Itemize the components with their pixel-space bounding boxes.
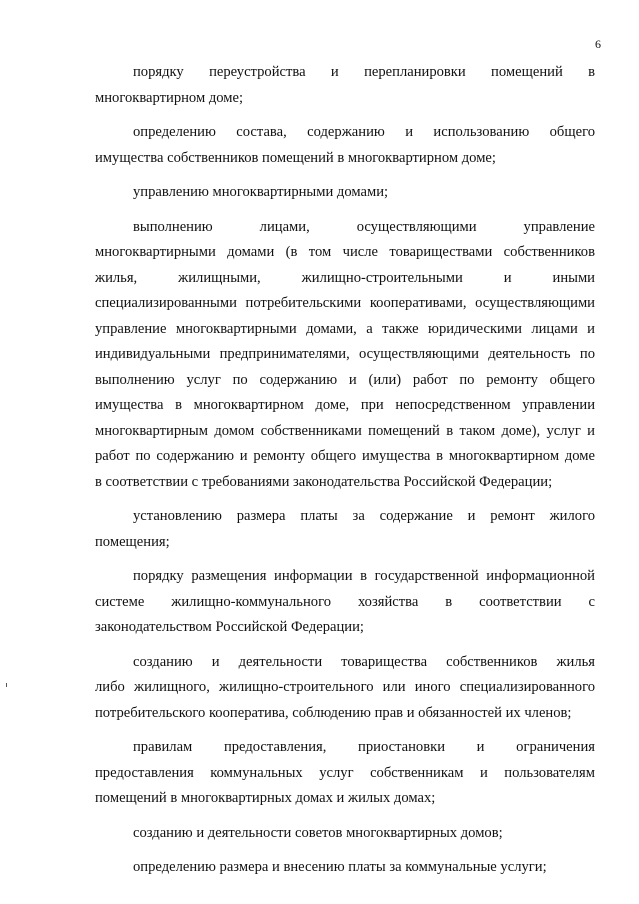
text-line: порядку переустройства и перепланировки помещений в	[133, 64, 595, 80]
paragraph-1	[95, 60, 595, 111]
document-body	[95, 60, 595, 890]
paragraph-9	[95, 821, 595, 847]
text-line: помещений в многоквартирных домах и жилых домах;	[95, 790, 436, 806]
text-line: помещения;	[95, 533, 170, 550]
text-line: порядку размещения информации в государственной информационной	[133, 568, 595, 584]
paragraph-7	[95, 650, 595, 727]
text-line: индивидуальными предпринимателями, осуществляющими деятельность по	[95, 346, 595, 362]
text-line: имущества в многоквартирном доме, при непосредственном управлении	[95, 397, 595, 413]
text-line: многоквартирным домом собственниками помещений в таком доме), услуг и	[95, 422, 595, 439]
text-line: либо жилищного, жилищно-строительного или иного специализированного	[95, 679, 595, 695]
text-line: выполнению услуг по содержанию и (или) работ по ремонту общего	[95, 371, 595, 388]
text-line: специализированными потребительскими кооперативами, осуществляющими	[95, 295, 595, 311]
text-line: потребительского кооператива, соблюдению прав и обязанностей их членов;	[95, 704, 572, 721]
text-line: созданию и деятельности советов многоквартирных домов;	[133, 824, 503, 841]
text-line: определению состава, содержанию и использованию общего	[133, 124, 595, 140]
text-line: в соответствии с требованиями законодательства Российской Федерации;	[95, 473, 553, 490]
text-line: работ по содержанию и ремонту общего имущества в многоквартирном доме	[95, 448, 595, 464]
paragraph-4	[95, 215, 595, 496]
text-line: управление многоквартирными домами, а также юридическими лицами и	[95, 320, 595, 337]
text-line: созданию и деятельности товарищества собственников жилья	[133, 653, 595, 670]
text-line: законодательством Российской Федерации;	[95, 619, 364, 635]
text-line: выполнению лицами, осуществляющими управление	[133, 218, 595, 235]
paragraph-8	[95, 735, 595, 812]
page-number: 6	[595, 37, 601, 51]
text-line: установлению размера платы за содержание и ремонт жилого	[133, 508, 595, 524]
text-line: системе жилищно-коммунального хозяйства в соответствии с	[95, 593, 595, 610]
paragraph-2	[95, 120, 595, 171]
paragraph-3	[95, 180, 595, 206]
paragraph-6	[95, 564, 595, 641]
text-line: многоквартирном доме;	[95, 89, 244, 106]
paragraph-10	[95, 855, 595, 881]
text-line: жилья, жилищными, жилищно-строительными и иными	[95, 269, 595, 286]
text-line: правилам предоставления, приостановки и ограничения	[133, 739, 595, 755]
scan-artifact-mark	[6, 683, 7, 687]
text-line: многоквартирными домами (в том числе товариществами собственников	[95, 244, 595, 260]
text-line: определению размера и внесению платы за коммунальные услуги;	[133, 859, 547, 875]
text-line: имущества собственников помещений в многоквартирном доме;	[95, 149, 496, 166]
text-line: предоставления коммунальных услуг собственникам и пользователям	[95, 764, 595, 781]
paragraph-5	[95, 504, 595, 555]
text-line: управлению многоквартирными домами;	[133, 184, 389, 200]
